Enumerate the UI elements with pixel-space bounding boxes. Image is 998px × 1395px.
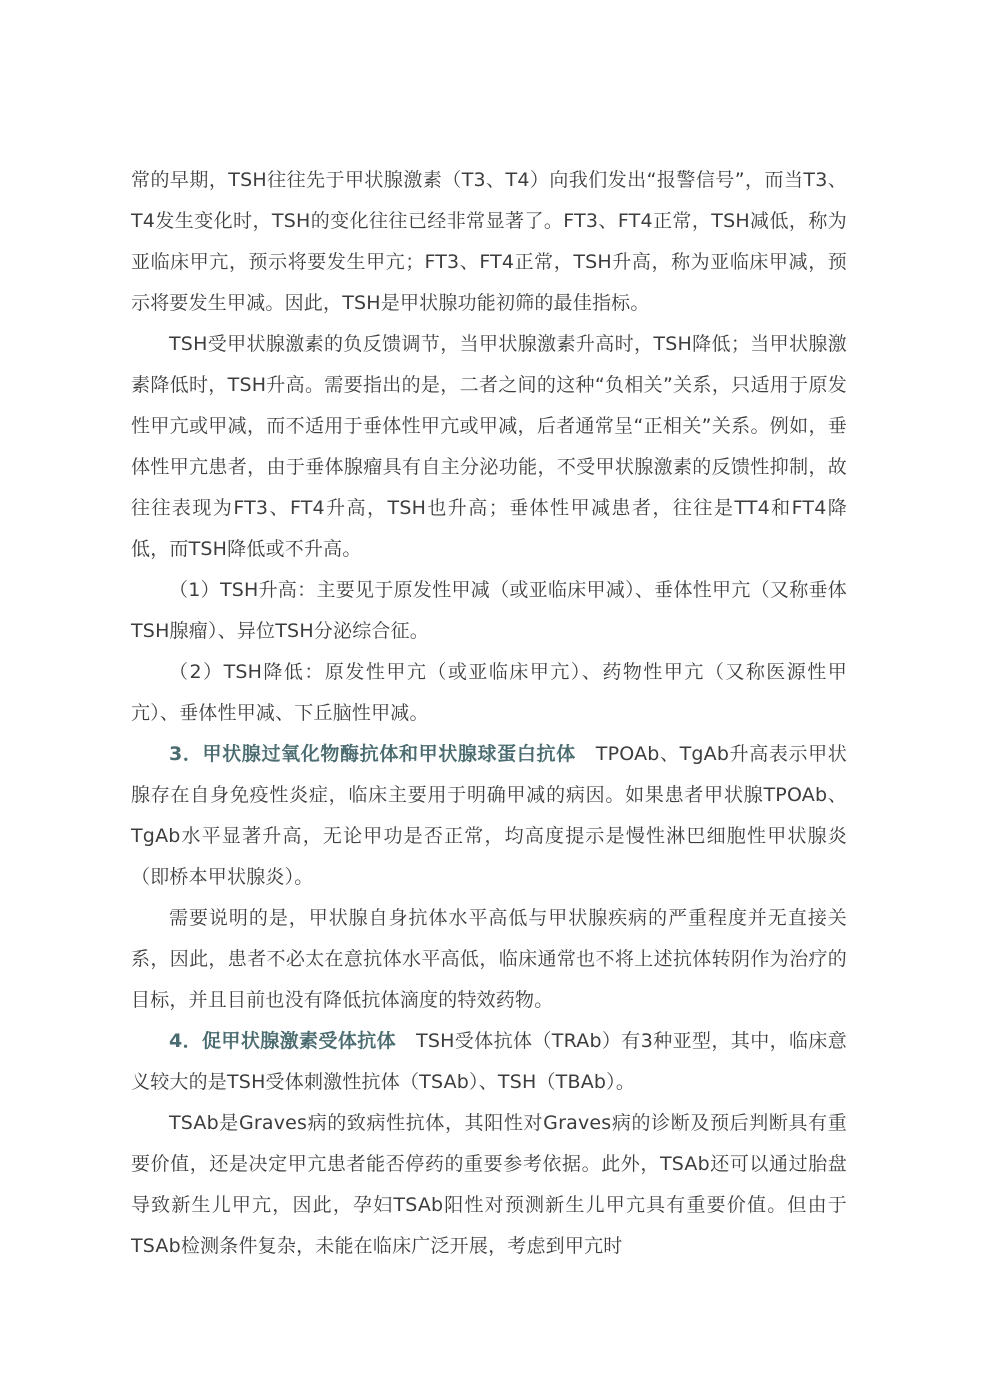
section-heading: 4．促甲状腺激素受体抗体 (169, 1030, 397, 1052)
paragraph-antibody-note (131, 898, 847, 1021)
section-heading: 3．甲状腺过氧化物酶抗体和甲状腺球蛋白抗体 (169, 743, 576, 765)
paragraph-text: 常的早期，TSH往往先于甲状腺激素（T3、T4）向我们发出“报警信号”，而当T3、T4发生变化时，TSH的变化往往已经非常显著了。FT3、FT4正常，TSH减低，称为亚临床甲亢，预示将要发生甲亢；FT3、FT4正常，TSH升高，称为亚临床甲减，预示将要发生甲减。因此，TSH是甲状腺功能初筛的最佳指标。 (131, 169, 847, 314)
paragraph-text: （1）TSH升高：主要见于原发性甲减（或亚临床甲减）、垂体性甲亢（又称垂体TSH腺瘤）、异位TSH分泌综合征。 (131, 579, 847, 642)
paragraph-text: TSH受体抗体（TRAb）有3种亚型，其中，临床意义较大的是TSH受体刺激性抗体（TSAb）、TSH（TBAb）。 (131, 1030, 848, 1093)
paragraph-tsh-early (131, 160, 847, 324)
paragraph-text: （2）TSH降低：原发性甲亢（或亚临床甲亢）、药物性甲亢（又称医源性甲亢）、垂体性甲减、下丘脑性甲减。 (131, 661, 847, 724)
paragraph-text: TSH受甲状腺激素的负反馈调节，当甲状腺激素升高时，TSH降低；当甲状腺激素降低时，TSH升高。需要指出的是，二者之间的这种“负相关”关系，只适用于原发性甲亢或甲减，而不适用于垂体性甲亢或甲减，后者通常呈“正相关”关系。例如，垂体性甲亢患者，由于垂体腺瘤具有自主分泌功能，不受甲状腺激素的反馈性抑制，故往往表现为FT3、FT4升高，TSH也升高；垂体性甲减患者，往往是TT4和FT4降低，而TSH降低或不升高。 (131, 333, 847, 560)
paragraph-section-3 (131, 734, 847, 898)
paragraph-tsh-decreased (131, 652, 847, 734)
paragraph-tsab (131, 1103, 847, 1267)
paragraph-text: TPOAb、TgAb升高表示甲状腺存在自身免疫性炎症，临床主要用于明确甲减的病因。如果患者甲状腺TPOAb、TgAb水平显著升高，无论甲功是否正常，均高度提示是慢性淋巴细胞性甲状腺炎（即桥本甲状腺炎）。 (131, 743, 848, 888)
paragraph-text: TSAb是Graves病的致病性抗体，其阳性对Graves病的诊断及预后判断具有重要价值，还是决定甲亢患者能否停药的重要参考依据。此外，TSAb还可以通过胎盘导致新生儿甲亢，因此，孕妇TSAb阳性对预测新生儿甲亢具有重要价值。但由于TSAb检测条件复杂，未能在临床广泛开展，考虑到甲亢时 (131, 1112, 847, 1257)
paragraph-text: 需要说明的是，甲状腺自身抗体水平高低与甲状腺疾病的严重程度并无直接关系，因此，患者不必太在意抗体水平高低，临床通常也不将上述抗体转阴作为治疗的目标，并且目前也没有降低抗体滴度的特效药物。 (131, 907, 847, 1011)
paragraph-section-4 (131, 1021, 847, 1103)
document-body (131, 160, 847, 1267)
paragraph-tsh-elevated (131, 570, 847, 652)
paragraph-tsh-feedback (131, 324, 847, 570)
